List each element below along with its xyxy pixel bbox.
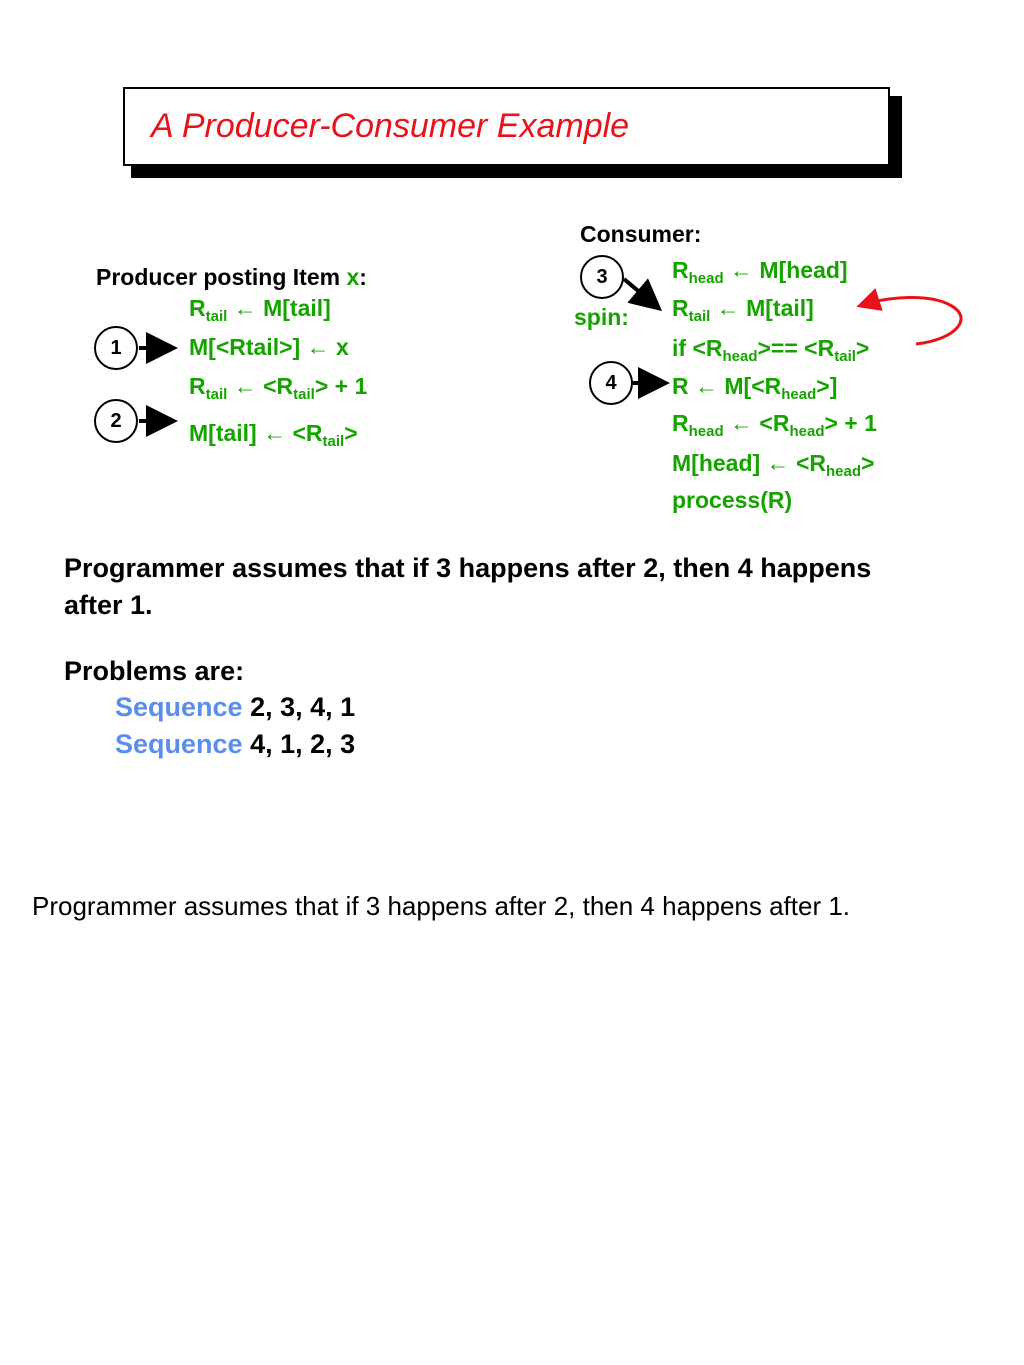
caption: Programmer assumes that if 3 happens after 2, then 4 happens after 1. [32, 891, 851, 921]
consumer-line-2: $R_{tail}$ ← M[tail] [672, 295, 814, 325]
slide-title: A Producer-Consumer Example [151, 107, 630, 145]
arrow-step-3 [624, 279, 656, 306]
consumer-line-1: $R_{head}$ ← M[head] [672, 257, 848, 287]
sequence-line-2: Sequence 4, 1, 2, 3 [115, 729, 356, 759]
producer-heading: Producer posting Item x: [96, 264, 367, 290]
problems-heading: Problems are: [64, 656, 245, 686]
consumer-heading: Consumer: [580, 221, 702, 247]
spin-label: spin: [574, 304, 629, 330]
consumer-line-7: process(R) [672, 487, 793, 513]
consumer-line-3: if $<R_{head}>== <R_{tail}>$ [672, 335, 870, 365]
sequence-line-1: Sequence 2, 3, 4, 1 [115, 692, 356, 722]
producer-line-3: $R_{tail}$ ← $<R_{tail}> + 1$ [189, 373, 368, 403]
producer-line-4: M[tail] ← $<R_{tail}>$ [189, 420, 358, 450]
producer-line-1: $R_{tail}$ ← M[tail] [189, 295, 331, 325]
assumption-line-1: Programmer assumes that if 3 happens after 2, then 4 happens [64, 553, 872, 583]
step-marker-4: 4 [589, 361, 633, 405]
spin-loop-arrow [862, 297, 961, 344]
consumer-line-5: $R_{head}$ ← $<R_{head}> + 1$ [672, 410, 877, 440]
step-marker-3: 3 [580, 255, 624, 299]
diagram-arrows [0, 0, 1024, 560]
step-marker-1: 1 [94, 326, 138, 370]
consumer-line-4: R ← $M[<R_{head}>]$ [672, 373, 838, 403]
step-marker-2: 2 [94, 399, 138, 443]
producer-line-2: M[<Rtail>] ← x [189, 334, 349, 360]
assumption-line-2: after 1. [64, 590, 153, 620]
consumer-line-6: M[head] ← $<R_{head}>$ [672, 450, 875, 480]
